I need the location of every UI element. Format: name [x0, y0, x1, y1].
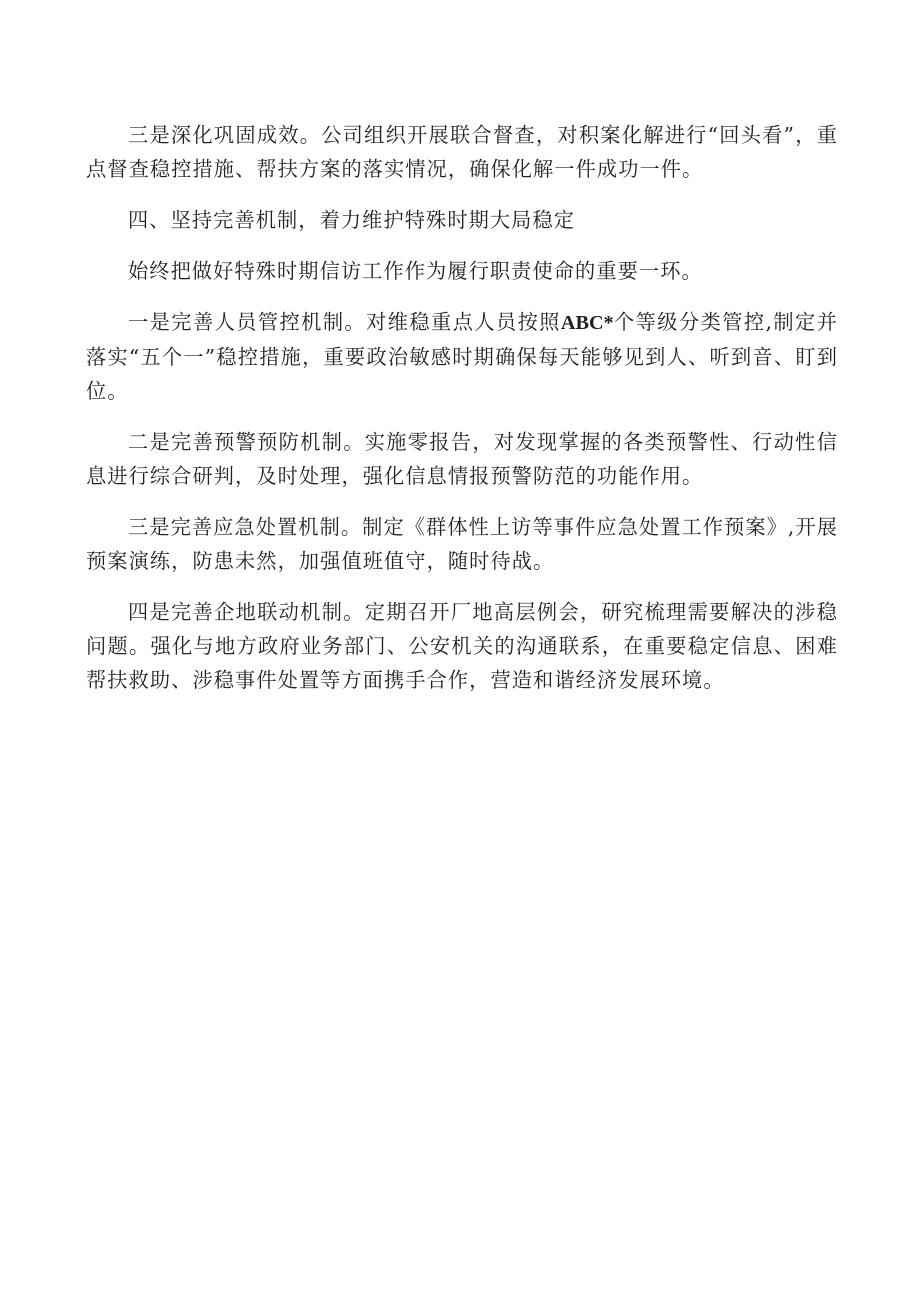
- level-code: ABC*: [560, 312, 614, 334]
- paragraph-special-period: 始终把做好特殊时期信访工作作为履行职责使命的重要一环。: [128, 259, 703, 283]
- paragraph-personnel-control: [86, 305, 838, 408]
- paragraph-early-warning: 二是完善预警预防机制。实施零报告，对发现掌握的各类预警性、行动性信息进行综合研判，及时处理，强化信息情报预警防范的功能作用。: [86, 430, 838, 488]
- paragraph-personnel-control-part1: 一是完善人员管控机制。对维稳重点人员按照: [128, 310, 561, 334]
- paragraph-deepen-results: 三是深化巩固成效。公司组织开展联合督查，对积案化解进行“回头看”，重点督查稳控措施、帮扶方案的落实情况，确保化解一件成功一件。: [86, 123, 838, 181]
- paragraph-personnel-control-part2: 个等级分类管控,制定并落实“五个一”稳控措施，重要政治敏感时期确保每天能够见到人、听到音、盯到位。: [86, 310, 838, 403]
- section-heading-four: 四、坚持完善机制，着力维护特殊时期大局稳定: [128, 208, 576, 232]
- document-body: [86, 118, 838, 714]
- paragraph-emergency-response: 三是完善应急处置机制。制定《群体性上访等事件应急处置工作预案》,开展预案演练，防患未然，加强值班值守，随时待战。: [86, 515, 839, 573]
- paragraph-enterprise-linkage: 四是完善企地联动机制。定期召开厂地高层例会，研究梳理需要解决的涉稳问题。强化与地方政府业务部门、公安机关的沟通联系，在重要稳定信息、困难帮扶救助、涉稳事件处置等方面携手合作，营造和谐经济发展环境。: [86, 600, 838, 692]
